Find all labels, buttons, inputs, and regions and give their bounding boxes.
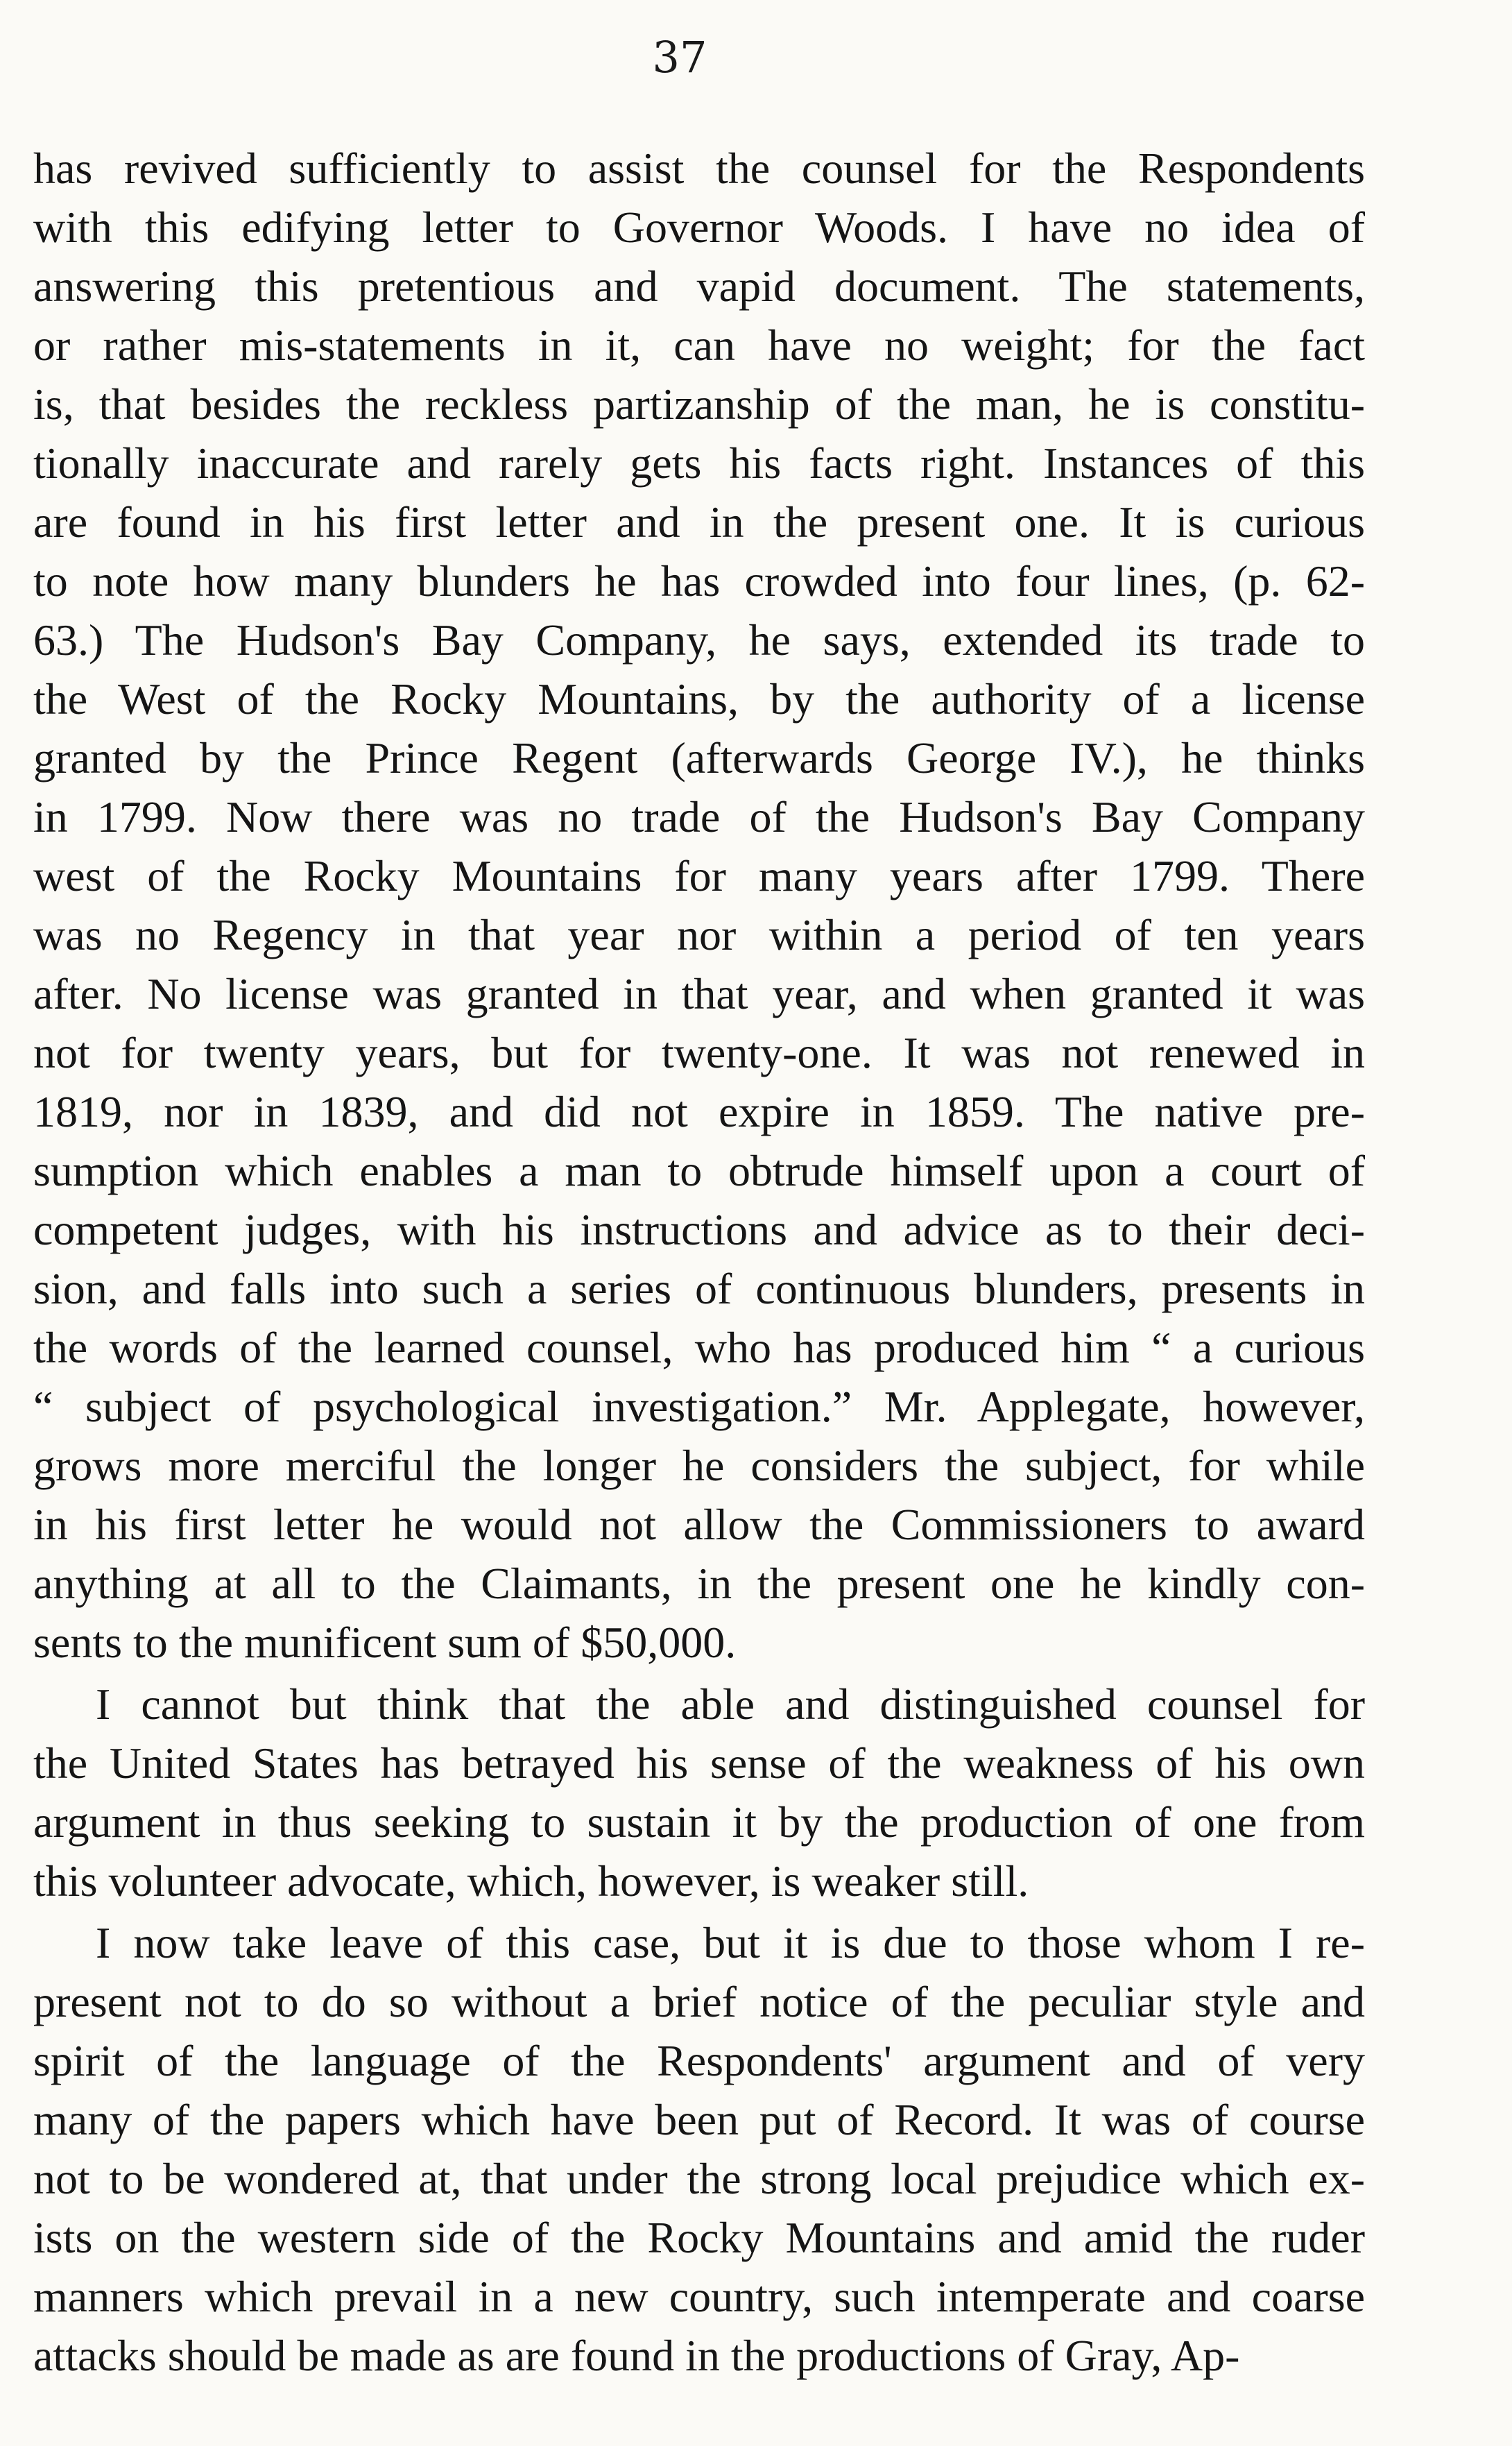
text-line: granted by the Prince Regent (afterwards George IV.), he thinks — [33, 733, 1365, 782]
paragraph-3 — [33, 1913, 1365, 2385]
text-line: ists on the western side of the Rocky Mountains and amid the ruder — [33, 2213, 1365, 2262]
text-line: the United States has betrayed his sense of the weakness of his own — [33, 1738, 1365, 1788]
text-line: present not to do so without a brief notice of the peculiar style and — [33, 1977, 1365, 2026]
text-line: this volunteer advocate, which, however, is weaker still. — [33, 1856, 1029, 1906]
page-number: 37 — [652, 32, 707, 83]
paragraph-2 — [33, 1675, 1365, 1910]
text-line: was no Regency in that year nor within a period of ten years — [33, 910, 1365, 959]
text-line: after. No license was granted in that year, and when granted it was — [33, 969, 1365, 1018]
text-line: spirit of the language of the Respondents' argument and of very — [33, 2036, 1365, 2085]
text-line: many of the papers which have been put of Record. It was of course — [33, 2095, 1365, 2144]
text-line: attacks should be made as are found in the productions of Gray, Ap- — [33, 2331, 1240, 2380]
text-line: manners which prevail in a new country, such intemperate and coarse — [33, 2272, 1365, 2321]
text-line: in 1799. Now there was no trade of the Hudson's Bay Company — [33, 792, 1365, 841]
text-line: in his first letter he would not allow the Commissioners to award — [33, 1500, 1365, 1549]
text-line: I now take leave of this case, but it is due to those whom I re- — [96, 1918, 1365, 1967]
text-line: I cannot but think that the able and distinguished counsel for — [96, 1679, 1365, 1729]
text-line: grows more merciful the longer he considers the subject, for while — [33, 1441, 1365, 1490]
text-line: 63.) The Hudson's Bay Company, he says, extended its trade to — [33, 615, 1365, 665]
text-line: the words of the learned counsel, who has produced him “ a curious — [33, 1323, 1365, 1372]
text-line: west of the Rocky Mountains for many years after 1799. There — [33, 851, 1365, 900]
text-line: to note how many blunders he has crowded into four lines, (p. 62- — [33, 556, 1365, 606]
text-line: with this edifying letter to Governor Woods. I have no idea of — [33, 203, 1365, 252]
text-line: sents to the munificent sum of $50,000. — [33, 1618, 737, 1667]
text-line: not for twenty years, but for twenty-one. It was not renewed in — [33, 1028, 1365, 1077]
page-body-text — [33, 139, 1365, 2385]
text-line: sion, and falls into such a series of continuous blunders, presents in — [33, 1264, 1365, 1313]
text-line: “ subject of psychological investigation.” Mr. Applegate, however, — [33, 1382, 1365, 1431]
text-line: answering this pretentious and vapid document. The statements, — [33, 262, 1365, 311]
text-line: 1819, nor in 1839, and did not expire in 1859. The native pre- — [33, 1087, 1365, 1136]
text-line: the West of the Rocky Mountains, by the authority of a license — [33, 674, 1365, 724]
paragraph-1 — [33, 139, 1365, 1672]
text-line: not to be wondered at, that under the strong local prejudice which ex- — [33, 2154, 1365, 2203]
text-line: is, that besides the reckless partizanship of the man, he is constitu- — [33, 379, 1365, 429]
text-line: argument in thus seeking to sustain it by the production of one from — [33, 1797, 1365, 1847]
text-line: or rather mis-statements in it, can have no weight; for the fact — [33, 320, 1365, 370]
text-line: anything at all to the Claimants, in the present one he kindly con- — [33, 1559, 1365, 1608]
text-line: has revived sufficiently to assist the counsel for the Respondents — [33, 144, 1365, 193]
text-line: sumption which enables a man to obtrude himself upon a court of — [33, 1146, 1365, 1195]
text-line: are found in his first letter and in the present one. It is curious — [33, 497, 1365, 547]
text-line: tionally inaccurate and rarely gets his facts right. Instances of this — [33, 438, 1365, 488]
text-line: competent judges, with his instructions and advice as to their deci- — [33, 1205, 1365, 1254]
